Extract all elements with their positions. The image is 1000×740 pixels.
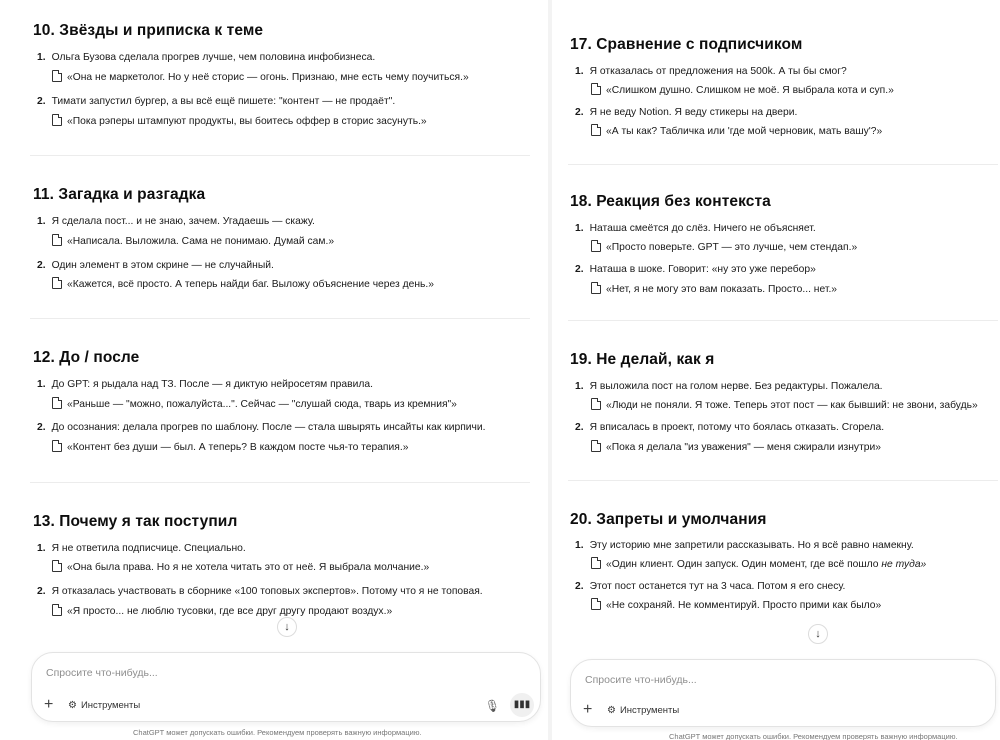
reply-line: «Не сохраняй. Не комментируй. Просто прими как было» bbox=[591, 598, 881, 612]
list-item: 1. Ольга Бузова сделала прогрев лучше, чем половина инфобизнеса. bbox=[37, 52, 376, 63]
section-title: 20. Запреты и умолчания bbox=[570, 511, 767, 528]
tools-button[interactable]: ⚙ Инструменты bbox=[607, 705, 680, 716]
sliders-icon: ⚙ bbox=[607, 705, 616, 716]
document-icon bbox=[52, 234, 62, 246]
document-icon bbox=[591, 398, 601, 410]
list-item: 2. Этот пост останется тут на 3 часа. Потом я его снесу. bbox=[575, 581, 846, 592]
list-item: 1. Я сделала пост... и не знаю, зачем. Угадаешь — скажу. bbox=[37, 216, 315, 227]
document-icon bbox=[52, 604, 62, 616]
scroll-down-button[interactable] bbox=[808, 624, 828, 644]
document-icon bbox=[591, 282, 601, 294]
reply-line: «Люди не поняли. Я тоже. Теперь этот пост — как бывший: не звони, забудь» bbox=[591, 398, 978, 412]
tools-button[interactable]: ⚙ Инструменты bbox=[68, 700, 141, 711]
section-divider bbox=[30, 155, 530, 156]
arrow-down-icon: ↓ bbox=[284, 621, 290, 633]
section-title: 10. Звёзды и приписка к теме bbox=[33, 22, 264, 39]
reply-line: «Пока я делала "из уважения" — меня сжирали изнутри» bbox=[591, 440, 881, 454]
section-title: 17. Сравнение с подписчиком bbox=[570, 36, 803, 53]
scroll-down-button[interactable] bbox=[277, 617, 297, 637]
section-divider bbox=[568, 320, 998, 321]
section-title: 12. До / после bbox=[33, 349, 140, 366]
list-item: 2. Наташа в шоке. Говорит: «ну это уже перебор» bbox=[575, 264, 816, 275]
chat-composer[interactable] bbox=[570, 659, 996, 727]
chat-panel-right bbox=[554, 0, 1000, 740]
list-item: 1. Я не ответила подписчице. Специально. bbox=[37, 543, 246, 554]
document-icon bbox=[52, 440, 62, 452]
chat-composer[interactable] bbox=[31, 652, 541, 722]
reply-line: «Нет, я не могу это вам показать. Просто... нет.» bbox=[591, 282, 837, 296]
list-item: 1. Наташа смеётся до слёз. Ничего не объясняет. bbox=[575, 223, 816, 234]
prompt-input[interactable]: Спросите что-нибудь... bbox=[585, 674, 697, 686]
document-icon bbox=[591, 240, 601, 252]
document-icon bbox=[591, 557, 601, 569]
reply-line: «Контент без души — был. А теперь? В каждом посте чья-то терапия.» bbox=[52, 440, 408, 454]
document-icon bbox=[52, 70, 62, 82]
document-icon bbox=[591, 598, 601, 610]
reply-line: «Просто поверьте. GPT — это лучше, чем стендап.» bbox=[591, 240, 857, 254]
disclaimer-text: ChatGPT может допускать ошибки. Рекомендуем проверять важную информацию. bbox=[669, 732, 958, 740]
plus-icon[interactable]: + bbox=[583, 701, 593, 718]
reply-line: «Слишком душно. Слишком не моё. Я выбрала кота и суп.» bbox=[591, 83, 894, 97]
microphone-icon[interactable]: 🎙 bbox=[484, 699, 500, 713]
list-item: 2. Один элемент в этом скрине — не случайный. bbox=[37, 260, 274, 271]
reply-line: «А ты как? Табличка или 'где мой черновик, мать вашу'?» bbox=[591, 124, 882, 138]
waveform-icon: ▮▮▮ bbox=[513, 699, 531, 710]
section-divider bbox=[568, 164, 998, 165]
list-item: 2. До осознания: делала прогрев по шаблону. После — стала швырять инсайты как кирпичи. bbox=[37, 422, 486, 433]
reply-line: «Она была права. Но я не хотела читать это от неё. Я выбрала молчание.» bbox=[52, 560, 429, 574]
document-icon bbox=[591, 440, 601, 452]
document-icon bbox=[52, 560, 62, 572]
reply-line: «Один клиент. Один запуск. Один момент, где всё пошло не туда» bbox=[591, 557, 926, 571]
list-item: 1. Эту историю мне запретили рассказывать. Но я всё равно намекну. bbox=[575, 540, 914, 551]
section-title: 18. Реакция без контекста bbox=[570, 193, 771, 210]
section-divider bbox=[568, 480, 998, 481]
reply-line: «Раньше — "можно, пожалуйста...". Сейчас — "слушай сюда, тварь из кремния"» bbox=[52, 397, 457, 411]
arrow-down-icon: ↓ bbox=[815, 628, 821, 640]
list-item: 2. Тимати запустил бургер, а вы всё ещё пишете: "контент — не продаёт". bbox=[37, 96, 396, 107]
reply-line: «Я просто... не люблю тусовки, где все друг другу продают воздух.» bbox=[52, 604, 392, 618]
reply-line: «Написала. Выложила. Сама не понимаю. Думай сам.» bbox=[52, 234, 334, 248]
list-item: 1. До GPT: я рыдала над ТЗ. После — я диктую нейросетям правила. bbox=[37, 379, 373, 390]
reply-line: «Она не маркетолог. Но у неё сторис — огонь. Признаю, мне есть чему поучиться.» bbox=[52, 70, 469, 84]
document-icon bbox=[52, 277, 62, 289]
list-item: 1. Я выложила пост на голом нерве. Без редактуры. Пожалела. bbox=[575, 381, 883, 392]
document-icon bbox=[591, 83, 601, 95]
disclaimer-text: ChatGPT может допускать ошибки. Рекомендуем проверять важную информацию. bbox=[133, 728, 422, 737]
document-icon bbox=[52, 397, 62, 409]
plus-icon[interactable]: + bbox=[44, 696, 54, 713]
section-divider bbox=[30, 318, 530, 319]
list-item: 1. Я отказалась от предложения на 500k. А ты бы смог? bbox=[575, 66, 847, 77]
reply-line: «Пока рэперы штампуют продукты, вы боитесь оффер в сторис засунуть.» bbox=[52, 114, 427, 128]
list-item: 2. Я не веду Notion. Я веду стикеры на двери. bbox=[575, 107, 798, 118]
prompt-input[interactable]: Спросите что-нибудь... bbox=[46, 667, 158, 679]
section-divider bbox=[30, 482, 530, 483]
panel-divider bbox=[548, 0, 552, 740]
list-item: 2. Я вписалась в проект, потому что боялась отказать. Сгорела. bbox=[575, 422, 885, 433]
voice-mode-button[interactable] bbox=[510, 693, 534, 717]
section-title: 11. Загадка и разгадка bbox=[33, 186, 206, 203]
reply-line: «Кажется, всё просто. А теперь найди баг. Выложу объяснение через день.» bbox=[52, 277, 434, 291]
section-title: 19. Не делай, как я bbox=[570, 351, 715, 368]
list-item: 2. Я отказалась участвовать в сборнике «100 топовых экспертов». Потому что я не топовая. bbox=[37, 586, 483, 597]
document-icon bbox=[52, 114, 62, 126]
section-title: 13. Почему я так поступил bbox=[33, 513, 238, 530]
sliders-icon: ⚙ bbox=[68, 700, 77, 711]
document-icon bbox=[591, 124, 601, 136]
